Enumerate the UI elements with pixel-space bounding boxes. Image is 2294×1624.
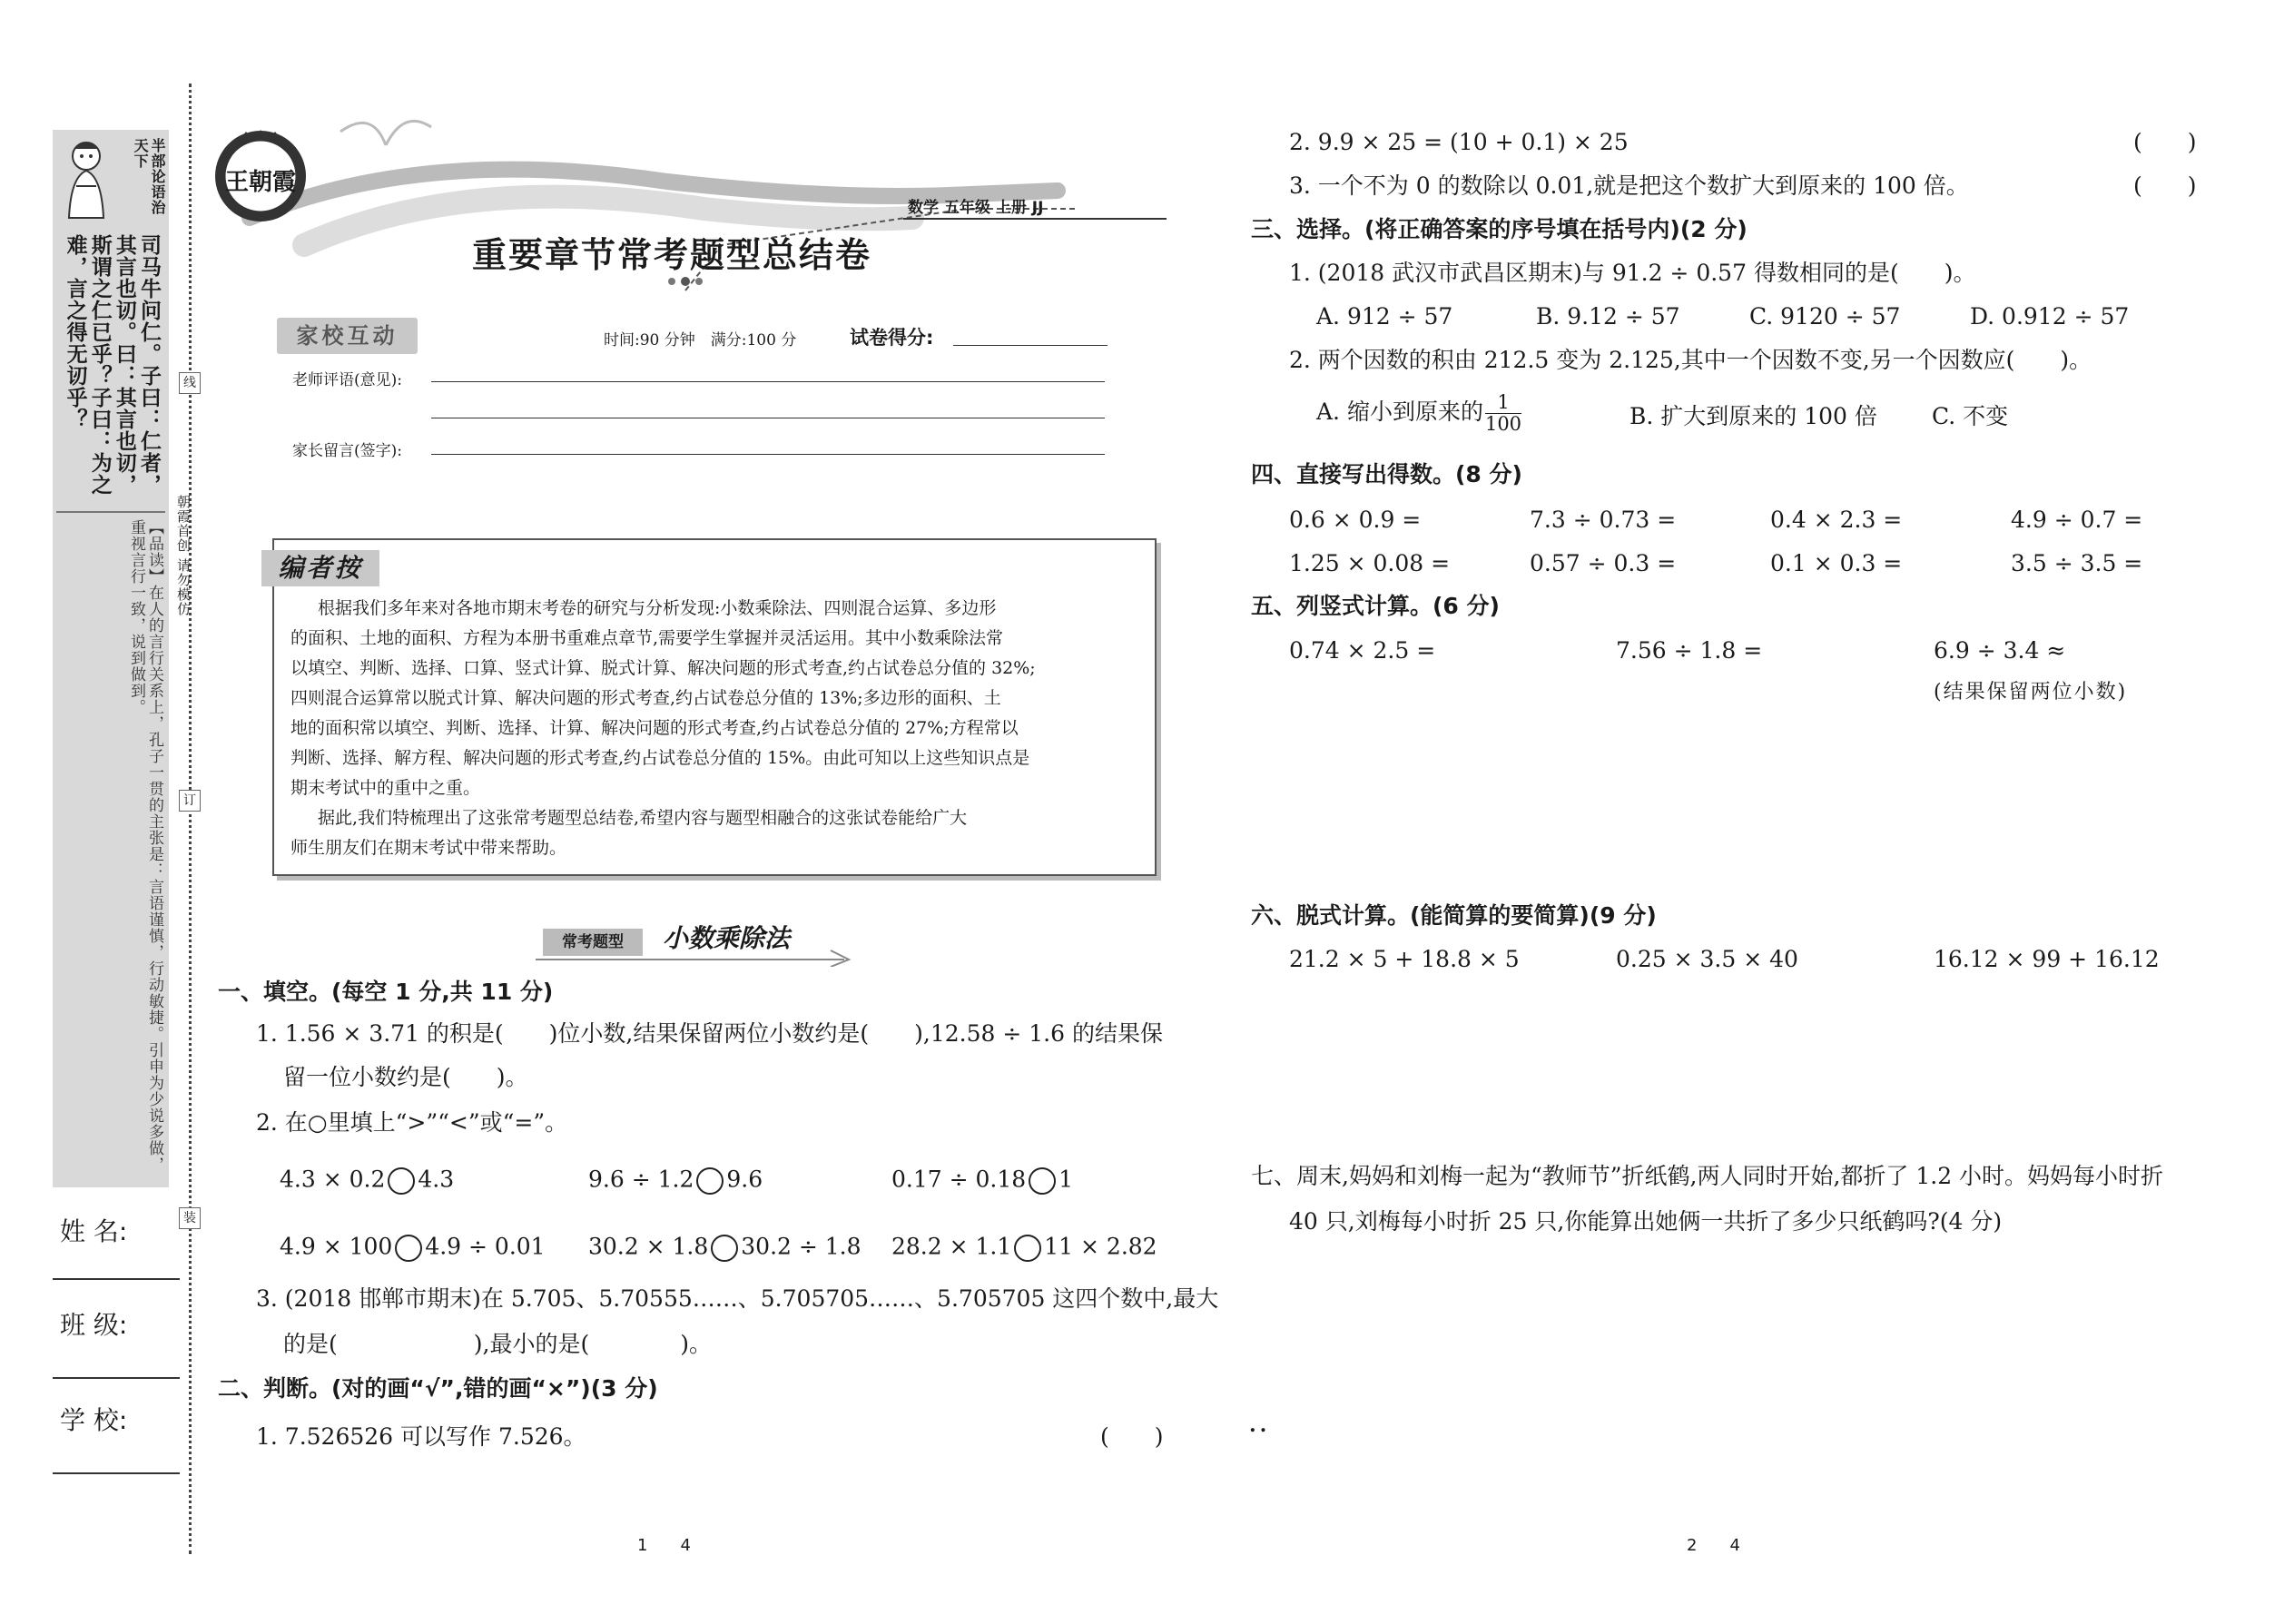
confucius-illustration	[58, 136, 114, 222]
page-number-right: 2 4	[1687, 1536, 1740, 1555]
answer-paren[interactable]: ( )	[1100, 1423, 1164, 1450]
compare-item	[588, 1167, 763, 1195]
compare-item	[588, 1235, 861, 1262]
compare-circle[interactable]	[696, 1167, 724, 1195]
mental-math-item: 1.25 × 0.08 =	[1289, 550, 1451, 576]
compare-item	[280, 1235, 546, 1262]
compare-circle[interactable]	[1029, 1167, 1056, 1195]
compare-left: 4.3 × 0.2	[280, 1166, 386, 1193]
vertical-calc-item: 0.74 × 2.5 =	[1289, 637, 1436, 664]
part3-q1-option[interactable]: C. 9120 ÷ 57	[1749, 303, 1901, 330]
school-field[interactable]	[53, 1472, 180, 1474]
mental-math-item: 0.4 × 2.3 =	[1770, 507, 1903, 533]
section-badge-name: 小数乘除法	[663, 923, 791, 953]
parent-comment-label: 家长留言(签字):	[292, 442, 402, 460]
part1-q1-line2: 留一位小数约是( )。	[283, 1064, 528, 1090]
part1-q2: 2. 在○里填上“>”“<”或“=”。	[256, 1109, 568, 1136]
compare-circle[interactable]	[711, 1235, 738, 1262]
compare-left: 9.6 ÷ 1.2	[588, 1166, 694, 1193]
subject-bar-underline	[903, 218, 1167, 220]
binding-cut-line	[189, 84, 192, 1554]
mental-math-item: 3.5 ÷ 3.5 =	[2011, 550, 2143, 576]
cut-mark-bind: 订	[179, 790, 201, 812]
subject-bar: 数学 五年级 上册 JJ	[908, 199, 1044, 217]
editor-note-line: 以填空、判断、选择、口算、竖式计算、脱式计算、解决问题的形式考查,约占试卷总分值的 32%;	[290, 658, 1036, 678]
part2-heading: 二、判断。(对的画“√”,错的画“×”)(3 分)	[218, 1375, 658, 1402]
option-a-text: A. 缩小到原来的	[1316, 399, 1483, 426]
exam-time-info: 时间:90 分钟 满分:100 分	[604, 331, 797, 349]
part3-q1-option[interactable]: D. 0.912 ÷ 57	[1970, 303, 2130, 330]
sidebar-divider	[56, 511, 165, 513]
part5-heading: 五、列竖式计算。(6 分)	[1251, 593, 1500, 619]
compare-right: 11 × 2.82	[1044, 1233, 1157, 1260]
school-label: 学 校:	[60, 1405, 128, 1435]
part7-line2: 40 只,刘梅每小时折 25 只,你能算出她俩一共折了多少只纸鹤吗?(4 分)	[1289, 1208, 2003, 1235]
compare-left: 0.17 ÷ 0.18	[891, 1166, 1027, 1193]
part3-q1-option[interactable]: B. 9.12 ÷ 57	[1536, 303, 1680, 330]
mental-math-item: 4.9 ÷ 0.7 =	[2011, 507, 2143, 533]
copyright-notice: 朝霞首创 请勿模仿	[175, 495, 192, 616]
part3-heading: 三、选择。(将正确答案的序号填在括号内)(2 分)	[1251, 216, 1748, 242]
rounding-note: (结果保留两位小数)	[1934, 681, 2128, 704]
teacher-comment-field[interactable]	[431, 381, 1105, 382]
part3-q2: 2. 两个因数的积由 212.5 变为 2.125,其中一个因数不变,另一个因数应( )。	[1289, 347, 2092, 373]
editor-note-line: 地的面积常以填空、判断、选择、计算、解决问题的形式考查,约占试卷总分值的 27%;方程常以	[290, 718, 1019, 738]
name-field[interactable]	[53, 1278, 180, 1280]
part3-q2-option-a[interactable]	[1316, 392, 1521, 435]
editor-note-line: 四则混合运算常以脱式计算、解决问题的形式考查,约占试卷总分值的 13%;多边形的面积、土	[290, 688, 1001, 708]
class-label: 班 级:	[60, 1310, 128, 1340]
page-title: 重要章节常考题型总结卷	[472, 234, 872, 275]
part3-q2-option-c[interactable]: C. 不变	[1932, 403, 2009, 429]
answer-paren[interactable]: ( )	[2133, 129, 2197, 155]
score-label: 试卷得分:	[850, 327, 934, 349]
part4-heading: 四、直接写出得数。(8 分)	[1251, 461, 1522, 487]
compare-item	[280, 1167, 454, 1195]
class-field[interactable]	[53, 1377, 180, 1379]
name-label: 姓 名:	[60, 1216, 128, 1246]
sidebar-header: 半部论语治天下	[132, 138, 166, 215]
parent-comment-field[interactable]	[431, 454, 1105, 455]
compare-circle[interactable]	[395, 1235, 422, 1262]
step-calc-item: 16.12 × 99 + 16.12	[1934, 946, 2160, 972]
compare-right: 4.3	[418, 1166, 455, 1193]
compare-right: 1	[1058, 1166, 1074, 1193]
page-number-left: 1 4	[637, 1536, 691, 1555]
editor-note-line: 师生朋友们在期末考试中带来帮助。	[290, 838, 567, 858]
editor-note-line: 期末考试中的重中之重。	[290, 778, 481, 798]
fraction-numerator: 1	[1485, 392, 1521, 414]
logo-text: 王朝霞	[224, 169, 296, 196]
part1-q3-line2: 的是( ),最小的是( )。	[283, 1331, 712, 1357]
compare-item	[891, 1235, 1157, 1262]
cut-mark-line: 线	[179, 372, 201, 394]
teacher-comment-label: 老师评语(意见):	[292, 371, 402, 389]
part2-q3: 3. 一个不为 0 的数除以 0.01,就是把这个数扩大到原来的 100 倍。	[1289, 172, 1969, 199]
editor-note-line: 的面积、土地的面积、方程为本册书重难点章节,需要学生掌握并灵活运用。其中小数乘除法常	[290, 628, 1004, 648]
fraction-denominator: 100	[1484, 413, 1522, 436]
compare-circle[interactable]	[388, 1167, 415, 1195]
editor-note-line: 根据我们多年来对各地市期末考卷的研究与分析发现:小数乘除法、四则混合运算、多边形	[318, 598, 997, 618]
part2-q1: 1. 7.526526 可以写作 7.526。	[256, 1423, 586, 1450]
repeating-dots: ..	[1249, 1413, 1271, 1437]
mental-math-item: 7.3 ÷ 0.73 =	[1530, 507, 1677, 533]
sidebar-commentary: 【品读】在人的言行关系上，孔子一贯的主张是：言语谨慎，行动敏捷。引申为少说多做，重视言行一致，说到做到。	[126, 519, 163, 1173]
part3-q1: 1. (2018 武汉市武昌区期末)与 91.2 ÷ 0.57 得数相同的是( )。	[1289, 260, 1976, 286]
part1-q1-line1: 1. 1.56 × 3.71 的积是( )位小数,结果保留两位小数约是( ),12.58 ÷ 1.6 的结果保	[256, 1020, 1163, 1047]
vertical-calc-item: 6.9 ÷ 3.4 ≈	[1934, 637, 2066, 664]
sidebar-quote: 司马牛问仁。子曰：仁者，其言也讱。曰：其言也讱，斯谓之仁已乎？子曰：为之难，言之得无讱乎？	[63, 234, 162, 496]
editor-note-line: 据此,我们特梳理出了这张常考题型总结卷,希望内容与题型相融合的这张试卷能给广大	[318, 808, 968, 828]
part3-q2-option-b[interactable]: B. 扩大到原来的 100 倍	[1629, 403, 1877, 429]
compare-circle[interactable]	[1014, 1235, 1041, 1262]
compare-item	[891, 1167, 1073, 1195]
part3-q1-option[interactable]: A. 912 ÷ 57	[1316, 303, 1453, 330]
part1-q3-line1: 3. (2018 邯郸市期末)在 5.705、5.70555……、5.705705……、5.705705 这四个数中,最大	[256, 1285, 1219, 1312]
editor-note-line: 判断、选择、解方程、解决问题的形式考查,约占试卷总分值的 15%。由此可知以上这些知识点是	[290, 748, 1030, 768]
step-calc-item: 0.25 × 3.5 × 40	[1616, 946, 1798, 972]
compare-left: 28.2 × 1.1	[891, 1233, 1012, 1260]
score-field[interactable]	[953, 345, 1108, 346]
part1-heading: 一、填空。(每空 1 分,共 11 分)	[218, 979, 554, 1005]
mental-math-item: 0.57 ÷ 0.3 =	[1530, 550, 1677, 576]
part7-line1: 七、周末,妈妈和刘梅一起为“教师节”折纸鹤,两人同时开始,都折了 1.2 小时。妈妈每小时折	[1251, 1163, 2164, 1189]
compare-left: 30.2 × 1.8	[588, 1233, 709, 1260]
vertical-calc-item: 7.56 ÷ 1.8 =	[1616, 637, 1763, 664]
editor-note-label: 编者按	[261, 550, 379, 586]
compare-right: 4.9 ÷ 0.01	[425, 1233, 546, 1260]
part6-heading: 六、脱式计算。(能简算的要简算)(9 分)	[1251, 902, 1657, 929]
part2-q2: 2. 9.9 × 25 = (10 + 0.1) × 25	[1289, 129, 1629, 155]
section-badge-tag: 常考题型	[543, 929, 643, 956]
compare-right: 30.2 ÷ 1.8	[741, 1233, 861, 1260]
cut-mark-install: 装	[179, 1207, 201, 1229]
compare-right: 9.6	[726, 1166, 763, 1193]
mental-math-item: 0.6 × 0.9 =	[1289, 507, 1422, 533]
compare-left: 4.9 × 100	[280, 1233, 393, 1260]
step-calc-item: 21.2 × 5 + 18.8 × 5	[1289, 946, 1520, 972]
answer-paren[interactable]: ( )	[2133, 172, 2197, 199]
mental-math-item: 0.1 × 0.3 =	[1770, 550, 1903, 576]
home-school-tag: 家校互动	[277, 318, 418, 354]
fraction	[1485, 392, 1521, 435]
